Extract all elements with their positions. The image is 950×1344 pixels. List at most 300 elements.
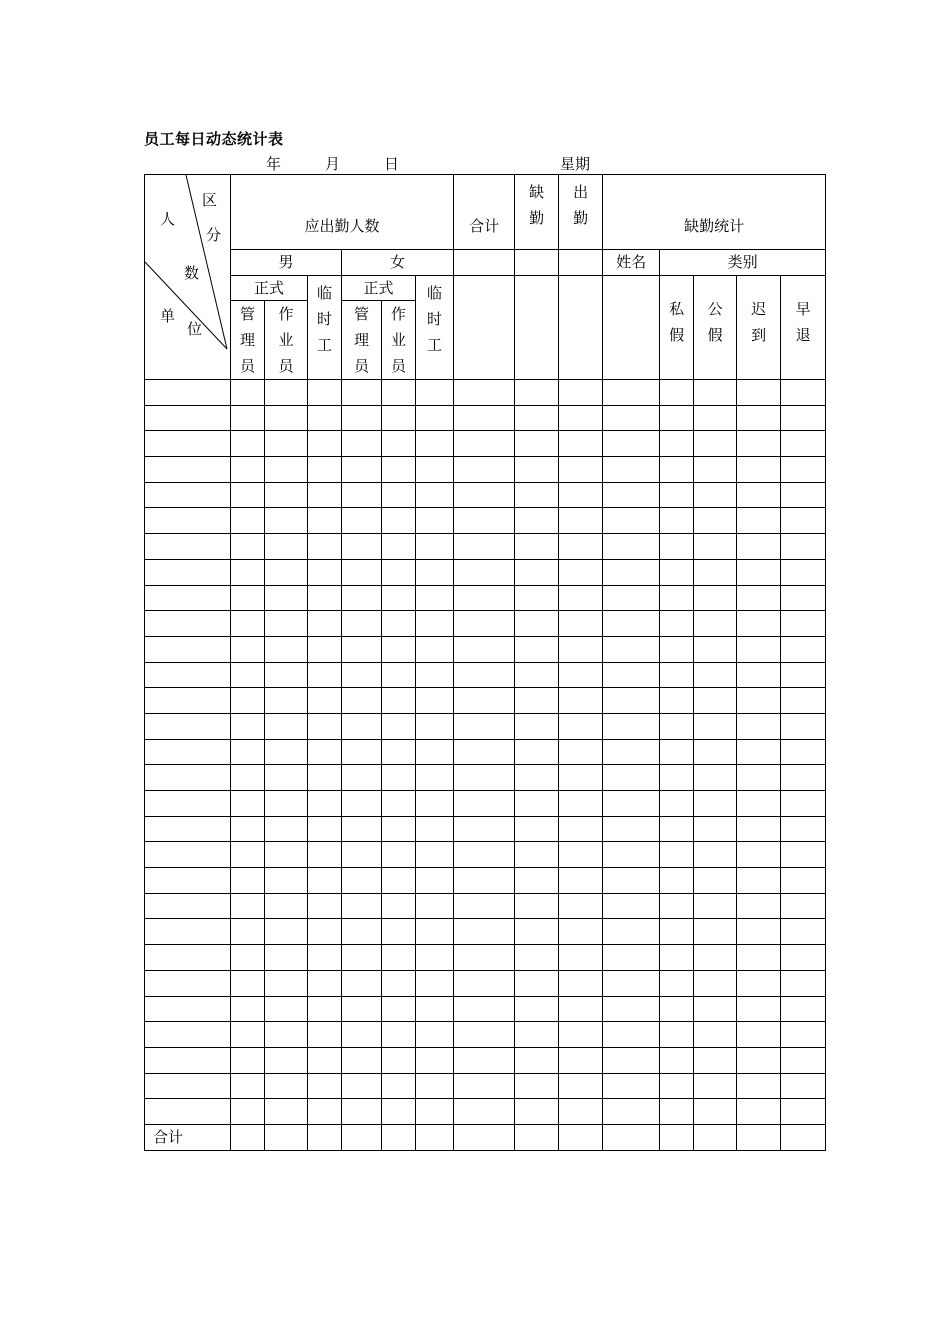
table-cell[interactable] [308, 559, 342, 585]
table-cell[interactable] [308, 508, 342, 534]
table-cell[interactable] [145, 405, 231, 431]
table-cell[interactable] [342, 508, 382, 534]
table-cell[interactable] [603, 457, 660, 483]
table-cell[interactable] [737, 688, 781, 714]
table-cell[interactable] [382, 893, 416, 919]
table-cell[interactable] [660, 1073, 694, 1099]
table-cell[interactable] [603, 919, 660, 945]
table-cell[interactable] [416, 842, 454, 868]
table-cell[interactable] [603, 534, 660, 560]
table-cell[interactable] [145, 611, 231, 637]
table-cell[interactable] [145, 380, 231, 406]
table-cell[interactable] [781, 1099, 826, 1125]
table-cell[interactable] [781, 585, 826, 611]
table-cell[interactable] [660, 611, 694, 637]
table-cell[interactable] [559, 765, 603, 791]
table-cell[interactable] [265, 1047, 308, 1073]
table-cell[interactable] [145, 1047, 231, 1073]
table-cell[interactable] [660, 636, 694, 662]
table-cell[interactable] [603, 791, 660, 817]
table-cell[interactable] [308, 534, 342, 560]
table-cell[interactable] [694, 431, 737, 457]
table-cell[interactable] [559, 1124, 603, 1150]
table-cell[interactable] [342, 688, 382, 714]
table-cell[interactable] [737, 1022, 781, 1048]
table-cell[interactable] [145, 868, 231, 894]
table-cell[interactable] [416, 636, 454, 662]
table-cell[interactable] [515, 765, 559, 791]
table-cell[interactable] [145, 945, 231, 971]
table-cell[interactable] [559, 585, 603, 611]
table-cell[interactable] [559, 636, 603, 662]
table-cell[interactable] [382, 1022, 416, 1048]
table-cell[interactable] [265, 508, 308, 534]
table-cell[interactable] [231, 893, 265, 919]
table-cell[interactable] [660, 816, 694, 842]
table-cell[interactable] [781, 791, 826, 817]
table-cell[interactable] [145, 559, 231, 585]
table-cell[interactable] [737, 482, 781, 508]
table-cell[interactable] [308, 1022, 342, 1048]
table-cell[interactable] [454, 662, 515, 688]
table-cell[interactable] [559, 739, 603, 765]
table-cell[interactable] [308, 380, 342, 406]
table-cell[interactable] [416, 1099, 454, 1125]
table-cell[interactable] [694, 405, 737, 431]
table-cell[interactable] [382, 919, 416, 945]
table-cell[interactable] [145, 1099, 231, 1125]
table-cell[interactable] [308, 1073, 342, 1099]
table-cell[interactable] [416, 688, 454, 714]
table-cell[interactable] [265, 534, 308, 560]
table-cell[interactable] [781, 1124, 826, 1150]
table-cell[interactable] [342, 713, 382, 739]
table-cell[interactable] [231, 970, 265, 996]
table-cell[interactable] [416, 791, 454, 817]
table-cell[interactable] [382, 457, 416, 483]
table-cell[interactable] [515, 688, 559, 714]
table-cell[interactable] [382, 713, 416, 739]
table-cell[interactable] [694, 868, 737, 894]
table-cell[interactable] [515, 534, 559, 560]
table-cell[interactable] [265, 842, 308, 868]
table-cell[interactable] [308, 611, 342, 637]
table-cell[interactable] [231, 611, 265, 637]
table-cell[interactable] [603, 868, 660, 894]
table-cell[interactable] [308, 970, 342, 996]
table-cell[interactable] [145, 688, 231, 714]
table-cell[interactable] [145, 636, 231, 662]
table-cell[interactable] [737, 380, 781, 406]
table-cell[interactable] [781, 508, 826, 534]
table-cell[interactable] [416, 585, 454, 611]
table-cell[interactable] [781, 482, 826, 508]
table-cell[interactable] [515, 739, 559, 765]
table-cell[interactable] [559, 791, 603, 817]
table-cell[interactable] [308, 662, 342, 688]
table-cell[interactable] [603, 1073, 660, 1099]
table-cell[interactable] [265, 636, 308, 662]
table-cell[interactable] [382, 739, 416, 765]
table-cell[interactable] [231, 457, 265, 483]
table-cell[interactable] [515, 559, 559, 585]
table-cell[interactable] [781, 893, 826, 919]
table-cell[interactable] [454, 945, 515, 971]
table-cell[interactable] [737, 1073, 781, 1099]
table-cell[interactable] [515, 1047, 559, 1073]
table-cell[interactable] [416, 868, 454, 894]
table-cell[interactable] [781, 739, 826, 765]
table-cell[interactable] [265, 559, 308, 585]
table-cell[interactable] [145, 482, 231, 508]
table-cell[interactable] [737, 919, 781, 945]
table-cell[interactable] [559, 380, 603, 406]
table-cell[interactable] [145, 713, 231, 739]
table-cell[interactable] [737, 1124, 781, 1150]
table-cell[interactable] [559, 893, 603, 919]
table-cell[interactable] [308, 482, 342, 508]
table-cell[interactable] [145, 970, 231, 996]
table-cell[interactable] [660, 713, 694, 739]
table-cell[interactable] [265, 380, 308, 406]
table-cell[interactable] [694, 559, 737, 585]
table-cell[interactable] [737, 611, 781, 637]
table-cell[interactable] [603, 996, 660, 1022]
table-cell[interactable] [416, 1047, 454, 1073]
table-cell[interactable] [231, 739, 265, 765]
table-cell[interactable] [308, 945, 342, 971]
table-cell[interactable] [737, 431, 781, 457]
table-cell[interactable] [265, 688, 308, 714]
table-cell[interactable] [603, 893, 660, 919]
table-cell[interactable] [694, 662, 737, 688]
table-cell[interactable] [265, 585, 308, 611]
table-cell[interactable] [660, 585, 694, 611]
table-cell[interactable] [603, 970, 660, 996]
table-cell[interactable] [265, 919, 308, 945]
table-cell[interactable] [342, 482, 382, 508]
table-cell[interactable] [694, 919, 737, 945]
table-cell[interactable] [515, 919, 559, 945]
table-cell[interactable] [416, 996, 454, 1022]
table-cell[interactable] [559, 816, 603, 842]
table-cell[interactable] [454, 868, 515, 894]
table-cell[interactable] [781, 1022, 826, 1048]
table-cell[interactable] [416, 1124, 454, 1150]
table-cell[interactable] [454, 1047, 515, 1073]
table-cell[interactable] [515, 380, 559, 406]
table-cell[interactable] [603, 688, 660, 714]
table-cell[interactable] [737, 508, 781, 534]
table-cell[interactable] [308, 1124, 342, 1150]
table-cell[interactable] [416, 970, 454, 996]
table-cell[interactable] [382, 868, 416, 894]
table-cell[interactable] [145, 431, 231, 457]
table-cell[interactable] [694, 585, 737, 611]
table-cell[interactable] [660, 919, 694, 945]
table-cell[interactable] [145, 765, 231, 791]
table-cell[interactable] [145, 842, 231, 868]
table-cell[interactable] [231, 636, 265, 662]
table-cell[interactable] [781, 1073, 826, 1099]
table-cell[interactable] [342, 559, 382, 585]
table-cell[interactable] [308, 868, 342, 894]
table-cell[interactable] [694, 457, 737, 483]
table-cell[interactable] [231, 534, 265, 560]
table-cell[interactable] [454, 713, 515, 739]
table-cell[interactable] [781, 842, 826, 868]
table-cell[interactable] [454, 996, 515, 1022]
table-cell[interactable] [382, 970, 416, 996]
table-cell[interactable] [515, 508, 559, 534]
table-cell[interactable] [559, 534, 603, 560]
table-cell[interactable] [737, 457, 781, 483]
table-cell[interactable] [737, 585, 781, 611]
table-cell[interactable] [145, 996, 231, 1022]
table-cell[interactable] [603, 611, 660, 637]
table-cell[interactable] [342, 1124, 382, 1150]
table-cell[interactable] [660, 508, 694, 534]
table-cell[interactable] [603, 765, 660, 791]
table-cell[interactable] [265, 405, 308, 431]
table-cell[interactable] [515, 1073, 559, 1099]
table-cell[interactable] [145, 893, 231, 919]
table-cell[interactable] [603, 405, 660, 431]
table-cell[interactable] [308, 893, 342, 919]
table-cell[interactable] [454, 791, 515, 817]
table-cell[interactable] [694, 1047, 737, 1073]
table-cell[interactable] [342, 1047, 382, 1073]
table-cell[interactable] [559, 559, 603, 585]
table-cell[interactable] [265, 765, 308, 791]
table-cell[interactable] [781, 534, 826, 560]
table-cell[interactable] [737, 791, 781, 817]
table-cell[interactable] [603, 585, 660, 611]
table-cell[interactable] [454, 431, 515, 457]
table-cell[interactable] [231, 380, 265, 406]
table-cell[interactable] [694, 739, 737, 765]
table-cell[interactable] [454, 636, 515, 662]
table-cell[interactable] [308, 636, 342, 662]
table-cell[interactable] [265, 893, 308, 919]
table-cell[interactable] [454, 380, 515, 406]
table-cell[interactable] [603, 1099, 660, 1125]
table-cell[interactable] [231, 919, 265, 945]
table-cell[interactable] [265, 1124, 308, 1150]
table-cell[interactable] [737, 713, 781, 739]
table-cell[interactable] [559, 970, 603, 996]
table-cell[interactable] [515, 482, 559, 508]
table-cell[interactable] [660, 842, 694, 868]
table-cell[interactable] [454, 816, 515, 842]
table-cell[interactable] [737, 405, 781, 431]
table-cell[interactable] [694, 893, 737, 919]
table-cell[interactable] [737, 662, 781, 688]
table-cell[interactable] [781, 713, 826, 739]
table-cell[interactable] [603, 662, 660, 688]
table-cell[interactable] [231, 1073, 265, 1099]
table-cell[interactable] [265, 662, 308, 688]
table-cell[interactable] [265, 431, 308, 457]
table-cell[interactable] [694, 1099, 737, 1125]
table-cell[interactable] [416, 611, 454, 637]
table-cell[interactable] [559, 431, 603, 457]
table-cell[interactable] [342, 585, 382, 611]
table-cell[interactable] [781, 611, 826, 637]
table-cell[interactable] [660, 1047, 694, 1073]
table-cell[interactable] [231, 1022, 265, 1048]
table-cell[interactable] [781, 662, 826, 688]
table-cell[interactable] [660, 688, 694, 714]
table-cell[interactable] [515, 945, 559, 971]
table-cell[interactable] [454, 688, 515, 714]
table-cell[interactable] [515, 1022, 559, 1048]
table-cell[interactable] [781, 380, 826, 406]
table-cell[interactable] [515, 816, 559, 842]
table-cell[interactable] [603, 1047, 660, 1073]
table-cell[interactable] [382, 996, 416, 1022]
table-cell[interactable] [515, 585, 559, 611]
table-cell[interactable] [737, 534, 781, 560]
table-cell[interactable] [515, 431, 559, 457]
table-cell[interactable] [265, 482, 308, 508]
table-cell[interactable] [416, 1022, 454, 1048]
table-cell[interactable] [308, 688, 342, 714]
table-cell[interactable] [265, 868, 308, 894]
table-cell[interactable] [416, 482, 454, 508]
table-cell[interactable] [737, 970, 781, 996]
table-cell[interactable] [231, 662, 265, 688]
table-cell[interactable] [342, 662, 382, 688]
table-cell[interactable] [660, 1099, 694, 1125]
table-cell[interactable] [265, 611, 308, 637]
table-cell[interactable] [342, 431, 382, 457]
table-cell[interactable] [454, 1073, 515, 1099]
table-cell[interactable] [694, 534, 737, 560]
table-cell[interactable] [515, 457, 559, 483]
table-cell[interactable] [416, 919, 454, 945]
table-cell[interactable] [781, 919, 826, 945]
table-cell[interactable] [515, 868, 559, 894]
table-cell[interactable] [382, 636, 416, 662]
table-cell[interactable] [559, 868, 603, 894]
table-cell[interactable] [515, 791, 559, 817]
table-cell[interactable] [737, 816, 781, 842]
table-cell[interactable] [265, 1073, 308, 1099]
table-cell[interactable] [382, 611, 416, 637]
table-cell[interactable] [145, 919, 231, 945]
table-cell[interactable] [660, 893, 694, 919]
table-cell[interactable] [781, 457, 826, 483]
table-cell[interactable] [382, 380, 416, 406]
table-cell[interactable] [342, 945, 382, 971]
table-cell[interactable] [382, 1099, 416, 1125]
table-cell[interactable] [559, 1022, 603, 1048]
table-cell[interactable] [559, 996, 603, 1022]
table-cell[interactable] [603, 842, 660, 868]
table-cell[interactable] [603, 1022, 660, 1048]
table-cell[interactable] [559, 842, 603, 868]
table-cell[interactable] [737, 636, 781, 662]
table-cell[interactable] [416, 559, 454, 585]
table-cell[interactable] [231, 1099, 265, 1125]
table-cell[interactable] [660, 1124, 694, 1150]
table-cell[interactable] [382, 482, 416, 508]
table-cell[interactable] [694, 970, 737, 996]
table-cell[interactable] [382, 585, 416, 611]
table-cell[interactable] [781, 431, 826, 457]
table-cell[interactable] [603, 636, 660, 662]
table-cell[interactable] [694, 713, 737, 739]
table-cell[interactable] [603, 816, 660, 842]
table-cell[interactable] [660, 662, 694, 688]
table-cell[interactable] [515, 405, 559, 431]
table-cell[interactable] [342, 842, 382, 868]
table-cell[interactable] [416, 534, 454, 560]
table-cell[interactable] [265, 970, 308, 996]
table-cell[interactable] [145, 457, 231, 483]
table-cell[interactable] [515, 842, 559, 868]
table-cell[interactable] [454, 405, 515, 431]
table-cell[interactable] [454, 919, 515, 945]
table-cell[interactable] [265, 1099, 308, 1125]
table-cell[interactable] [342, 457, 382, 483]
table-cell[interactable] [660, 739, 694, 765]
table-cell[interactable] [603, 508, 660, 534]
table-cell[interactable] [231, 508, 265, 534]
table-cell[interactable] [781, 816, 826, 842]
table-cell[interactable] [603, 945, 660, 971]
table-cell[interactable] [265, 816, 308, 842]
table-cell[interactable] [265, 996, 308, 1022]
table-cell[interactable] [454, 559, 515, 585]
table-cell[interactable] [781, 559, 826, 585]
table-cell[interactable] [515, 636, 559, 662]
table-cell[interactable] [737, 996, 781, 1022]
table-cell[interactable] [231, 765, 265, 791]
table-cell[interactable] [308, 842, 342, 868]
table-cell[interactable] [737, 842, 781, 868]
table-cell[interactable] [559, 945, 603, 971]
table-cell[interactable] [382, 791, 416, 817]
table-cell[interactable] [559, 482, 603, 508]
table-cell[interactable] [515, 1099, 559, 1125]
table-cell[interactable] [737, 893, 781, 919]
table-cell[interactable] [781, 996, 826, 1022]
table-cell[interactable] [515, 713, 559, 739]
table-cell[interactable] [308, 1099, 342, 1125]
table-cell[interactable] [781, 945, 826, 971]
table-cell[interactable] [342, 611, 382, 637]
table-cell[interactable] [454, 585, 515, 611]
table-cell[interactable] [342, 380, 382, 406]
table-cell[interactable] [694, 611, 737, 637]
table-cell[interactable] [515, 996, 559, 1022]
table-cell[interactable] [660, 405, 694, 431]
table-cell[interactable] [559, 1073, 603, 1099]
table-cell[interactable] [694, 636, 737, 662]
table-cell[interactable] [660, 482, 694, 508]
table-cell[interactable] [416, 457, 454, 483]
table-cell[interactable] [454, 611, 515, 637]
table-cell[interactable] [382, 816, 416, 842]
table-cell[interactable] [231, 868, 265, 894]
table-cell[interactable] [342, 765, 382, 791]
table-cell[interactable] [454, 534, 515, 560]
table-cell[interactable] [145, 508, 231, 534]
table-cell[interactable] [454, 739, 515, 765]
table-cell[interactable] [559, 405, 603, 431]
